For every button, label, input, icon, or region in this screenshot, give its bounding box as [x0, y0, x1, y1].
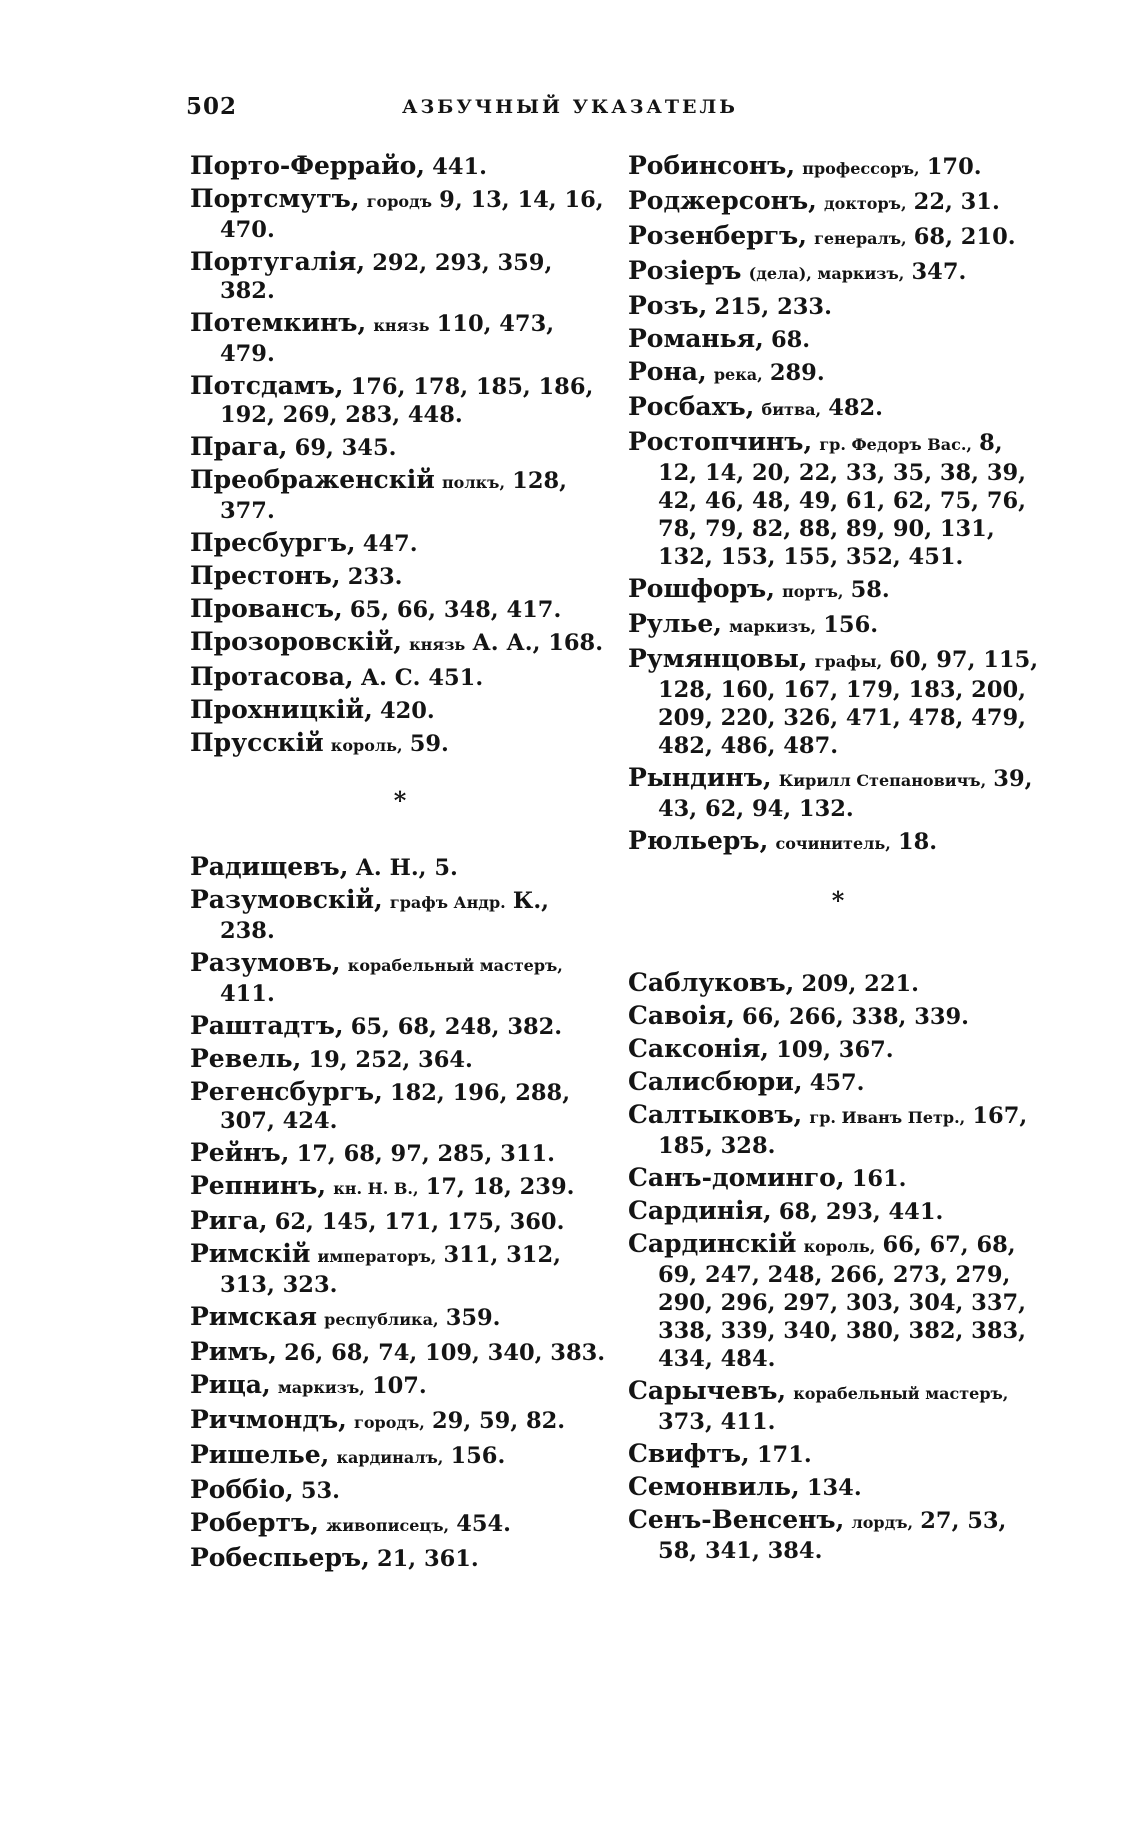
- entry-note: лордъ,: [851, 1513, 914, 1532]
- index-entry: [628, 222, 1048, 253]
- page-refs: 17, 68, 97, 285, 311.: [296, 1141, 555, 1167]
- headword: Ревель,: [190, 1044, 302, 1073]
- headword: Ростопчинъ,: [628, 427, 813, 456]
- headword: Саксонія,: [628, 1034, 770, 1063]
- index-entry: [190, 309, 610, 368]
- page-refs: 22, 31.: [913, 189, 1000, 215]
- page-refs: 215, 233.: [714, 294, 832, 320]
- page-refs: 441.: [432, 154, 487, 180]
- index-entry: [190, 1139, 610, 1168]
- page-refs: 17, 18, 239.: [425, 1174, 575, 1200]
- headword: Портсмутъ,: [190, 184, 360, 213]
- page-refs: 420.: [379, 698, 435, 724]
- entry-note: городъ: [366, 192, 433, 211]
- index-entry: [190, 562, 610, 591]
- page-refs: 21, 361.: [376, 1546, 479, 1572]
- page-refs: 373, 411.: [658, 1409, 776, 1435]
- headword: Раштадтъ,: [190, 1011, 344, 1040]
- index-entry: [628, 645, 1048, 760]
- page-refs: 27, 53, 58, 341, 384.: [658, 1508, 1007, 1564]
- index-entry: [628, 610, 1048, 641]
- headword: Репнинъ,: [190, 1171, 327, 1200]
- page-refs: 128, 377.: [220, 468, 567, 524]
- index-entry: [190, 663, 610, 692]
- index-entry: [190, 466, 610, 525]
- index-entry: [628, 393, 1048, 424]
- headword: Прозоровскій,: [190, 627, 402, 656]
- headword: Сардинскій: [628, 1229, 797, 1258]
- entry-note: битва,: [761, 400, 822, 419]
- entry-note: маркизъ,: [729, 617, 817, 636]
- entry-note: король,: [803, 1237, 876, 1256]
- headword: Потемкинъ,: [190, 308, 367, 337]
- headword: Пресбургъ,: [190, 528, 356, 557]
- headword: Прага,: [190, 432, 288, 461]
- headword: Савоія,: [628, 1001, 735, 1030]
- headword: Роббіо,: [190, 1475, 294, 1504]
- page-refs: 156.: [450, 1443, 506, 1469]
- headword: Рюльеръ,: [628, 826, 769, 855]
- index-entry: [628, 1164, 1048, 1193]
- page-refs: 289.: [769, 360, 825, 386]
- index-entry: [628, 1002, 1048, 1031]
- entry-note: сочинитель,: [775, 834, 891, 853]
- index-entry: [190, 1476, 610, 1505]
- index-entry: [190, 886, 610, 945]
- index-entry: [190, 1509, 610, 1540]
- entry-note: кн. Н. В.,: [333, 1179, 419, 1198]
- headword: Прусскій: [190, 728, 324, 757]
- page-refs: 69, 345.: [294, 435, 397, 461]
- index-entry: [190, 185, 610, 244]
- index-entry: [190, 853, 610, 882]
- page-refs: 359.: [445, 1305, 501, 1331]
- page-refs: 18.: [897, 829, 938, 855]
- entry-note: река,: [713, 365, 763, 384]
- page-refs: 457.: [809, 1070, 865, 1096]
- entry-note: гр. Федоръ Вас.,: [819, 435, 972, 454]
- page-refs: 26, 68, 74, 109, 340, 383.: [284, 1340, 606, 1366]
- headword: Росбахъ,: [628, 392, 755, 421]
- headword: Порто-Феррайо,: [190, 151, 426, 180]
- index-entry: [190, 1441, 610, 1472]
- entry-note: князь: [373, 316, 430, 335]
- index-entry: [628, 257, 1048, 288]
- right-entries-s: [628, 969, 1048, 1565]
- index-entry: [190, 595, 610, 624]
- page-refs: 482.: [828, 395, 883, 421]
- page-refs: 176, 178, 185, 186, 192, 269, 283, 448.: [220, 374, 594, 428]
- entry-note: полкъ,: [441, 473, 506, 492]
- headword: Рындинъ,: [628, 763, 772, 792]
- entry-note: маркизъ,: [277, 1378, 365, 1397]
- index-entry: [628, 575, 1048, 606]
- index-entry: [628, 1035, 1048, 1064]
- index-entry: [190, 1338, 610, 1367]
- index-entry: [190, 1240, 610, 1299]
- page-refs: К., 238.: [220, 888, 549, 944]
- page-refs: 109, 367.: [776, 1037, 894, 1063]
- headword: Саблуковъ,: [628, 968, 795, 997]
- headword: Рица,: [190, 1370, 271, 1399]
- entry-note: городъ,: [354, 1413, 425, 1432]
- headword: Санъ-доминго,: [628, 1163, 845, 1192]
- index-entry: [190, 949, 610, 1008]
- entry-note: портъ,: [782, 582, 844, 601]
- entry-note: генералъ,: [814, 229, 907, 248]
- headword: Прохницкій,: [190, 695, 373, 724]
- left-entries-p: [190, 152, 610, 760]
- index-entry: [628, 325, 1048, 354]
- page-refs: 110, 473, 479.: [220, 311, 555, 367]
- index-entry: [628, 1377, 1048, 1436]
- page-refs: 156.: [823, 612, 879, 638]
- index-entry: [190, 529, 610, 558]
- index-entry: [628, 1068, 1048, 1097]
- index-entry: [628, 1440, 1048, 1469]
- headword: Ричмондъ,: [190, 1405, 347, 1434]
- section-separator-star: *: [393, 786, 407, 815]
- page-refs: 447.: [362, 531, 418, 557]
- entry-note: (дела), маркизъ,: [748, 264, 905, 283]
- page-refs: 19, 252, 364.: [308, 1047, 473, 1073]
- page-refs: 66, 67, 68, 69, 247, 248, 266, 273, 279, 290, 296, 297, 303, 304, 337, 338, 339, 340, 380, 382, 383, 434, 484.: [658, 1232, 1026, 1372]
- entry-note: профессоръ,: [802, 159, 920, 178]
- headword: Рошфоръ,: [628, 574, 775, 603]
- page-refs: 170.: [926, 154, 982, 180]
- index-entry: [190, 1172, 610, 1203]
- headword: Робинсонъ,: [628, 151, 796, 180]
- page-refs: А. А., 168.: [472, 630, 604, 656]
- headword: Рона,: [628, 357, 707, 386]
- headword: Рейнъ,: [190, 1138, 290, 1167]
- headword: Сардинія,: [628, 1196, 772, 1225]
- page-refs: 134.: [806, 1475, 862, 1501]
- index-entry: [190, 1078, 610, 1135]
- index-entry: [190, 1303, 610, 1334]
- headword: Регенсбургъ,: [190, 1077, 383, 1106]
- headword: Римъ,: [190, 1337, 277, 1366]
- page-refs: 292, 293, 359, 382.: [220, 250, 553, 304]
- index-entry: [190, 696, 610, 725]
- index-entry: [628, 1197, 1048, 1226]
- headword: Рига,: [190, 1206, 268, 1235]
- page-refs: 454.: [456, 1511, 512, 1537]
- headword: Розіеръ: [628, 256, 742, 285]
- page-refs: 209, 221.: [801, 971, 919, 997]
- page-refs: 53.: [300, 1478, 341, 1504]
- headword: Радищевъ,: [190, 852, 349, 881]
- headword: Разумовъ,: [190, 948, 341, 977]
- entry-note: князь: [409, 635, 466, 654]
- page-refs: 9, 13, 14, 16, 470.: [220, 187, 604, 243]
- index-entry: [628, 152, 1048, 183]
- left-entries-r: [190, 853, 610, 1573]
- headword: Ришелье,: [190, 1440, 330, 1469]
- page-refs: 65, 66, 348, 417.: [349, 597, 562, 623]
- headword: Салисбюри,: [628, 1067, 803, 1096]
- page-refs: 233.: [347, 564, 403, 590]
- headword: Семонвиль,: [628, 1472, 800, 1501]
- right-entries-r: [628, 152, 1048, 858]
- page-refs: 8, 12, 14, 20, 22, 33, 35, 38, 39, 42, 46, 48, 49, 61, 62, 75, 76, 78, 79, 82, 88, 89, 90, 131, 132, 153, 155, 352, 451.: [658, 430, 1026, 570]
- index-column-right: [628, 152, 1048, 1569]
- index-entry: [190, 433, 610, 462]
- headword: Рулье,: [628, 609, 723, 638]
- index-entry: [190, 1207, 610, 1236]
- page-refs: 68, 210.: [913, 224, 1016, 250]
- headword: Протасова,: [190, 662, 354, 691]
- entry-note: графы,: [814, 652, 883, 671]
- entry-note: живописецъ,: [326, 1516, 450, 1535]
- page-refs: 60, 97, 115, 128, 160, 167, 179, 183, 200, 209, 220, 326, 471, 478, 479, 482, 486, 487.: [658, 647, 1039, 759]
- page-refs: 411.: [220, 981, 275, 1007]
- section-separator-star: *: [831, 886, 845, 915]
- page-refs: 161.: [851, 1166, 907, 1192]
- page-refs: 58.: [850, 577, 890, 603]
- page-refs: 107.: [371, 1373, 427, 1399]
- index-entry: [628, 1473, 1048, 1502]
- page-refs: А. С. 451.: [360, 665, 484, 691]
- headword: Сенъ-Венсенъ,: [628, 1505, 845, 1534]
- headword: Потсдамъ,: [190, 371, 344, 400]
- index-entry: [190, 1544, 610, 1573]
- page-refs: 65, 68, 248, 382.: [350, 1014, 563, 1040]
- index-entry: [628, 187, 1048, 218]
- headword: Салтыковъ,: [628, 1100, 803, 1129]
- entry-note: корабельный мастеръ,: [793, 1384, 1009, 1403]
- entry-note: Кирилл Степановичъ,: [778, 771, 987, 790]
- entry-note: императоръ,: [317, 1247, 437, 1266]
- index-entry: [628, 827, 1048, 858]
- headword: Робеспьеръ,: [190, 1543, 370, 1572]
- running-head: АЗБУЧНЫЙ УКАЗАТЕЛЬ: [402, 96, 738, 118]
- entry-note: гр. Иванъ Петр.,: [809, 1108, 966, 1127]
- page-refs: 311, 312, 313, 323.: [220, 1242, 561, 1298]
- headword: Провансъ,: [190, 594, 343, 623]
- page-refs: 167, 185, 328.: [658, 1103, 1028, 1159]
- index-entry: [190, 1045, 610, 1074]
- entry-note: кардиналъ,: [336, 1448, 444, 1467]
- headword: Престонъ,: [190, 561, 341, 590]
- index-entry: [628, 428, 1048, 571]
- headword: Разумовскій,: [190, 885, 383, 914]
- page-refs: 66, 266, 338, 339.: [741, 1004, 970, 1030]
- headword: Португалія,: [190, 247, 366, 276]
- page-refs: 39, 43, 62, 94, 132.: [658, 766, 1033, 822]
- headword: Розенбергъ,: [628, 221, 807, 250]
- page-refs: А. Н., 5.: [355, 855, 458, 881]
- entry-note: докторъ,: [824, 194, 907, 213]
- page-number: 502: [186, 93, 238, 120]
- index-entry: [628, 1230, 1048, 1373]
- index-entry: [628, 969, 1048, 998]
- index-entry: [628, 1101, 1048, 1160]
- index-entry: [190, 628, 610, 659]
- page-refs: 171.: [756, 1442, 812, 1468]
- headword: Преображенскій: [190, 465, 435, 494]
- headword: Роджерсонъ,: [628, 186, 817, 215]
- page-refs: 347.: [911, 259, 967, 285]
- page-refs: 68.: [770, 327, 811, 353]
- index-entry: [190, 1406, 610, 1437]
- index-entry: [190, 1012, 610, 1041]
- headword: Свифтъ,: [628, 1439, 750, 1468]
- index-entry: [628, 292, 1048, 321]
- index-entry: [628, 1506, 1048, 1565]
- entry-note: графъ Андр.: [389, 893, 506, 912]
- entry-note: король,: [330, 736, 403, 755]
- index-entry: [628, 358, 1048, 389]
- page-refs: 182, 196, 288, 307, 424.: [220, 1080, 571, 1134]
- entry-note: республика,: [324, 1310, 439, 1329]
- headword: Робертъ,: [190, 1508, 319, 1537]
- index-column-left: [190, 152, 610, 1577]
- headword: Сарычевъ,: [628, 1376, 787, 1405]
- index-entry: [628, 764, 1048, 823]
- index-entry: [190, 152, 610, 181]
- headword: Розъ,: [628, 291, 708, 320]
- index-entry: [190, 372, 610, 429]
- page-refs: 29, 59, 82.: [432, 1408, 566, 1434]
- page-refs: 59.: [409, 731, 449, 757]
- page-refs: 62, 145, 171, 175, 360.: [274, 1209, 565, 1235]
- index-entry: [190, 729, 610, 760]
- headword: Римская: [190, 1302, 318, 1331]
- headword: Румянцовы,: [628, 644, 808, 673]
- page-refs: 68, 293, 441.: [778, 1199, 944, 1225]
- headword: Романья,: [628, 324, 764, 353]
- index-entry: [190, 248, 610, 305]
- index-entry: [190, 1371, 610, 1402]
- headword: Римскій: [190, 1239, 311, 1268]
- entry-note: корабельный мастеръ,: [347, 956, 563, 975]
